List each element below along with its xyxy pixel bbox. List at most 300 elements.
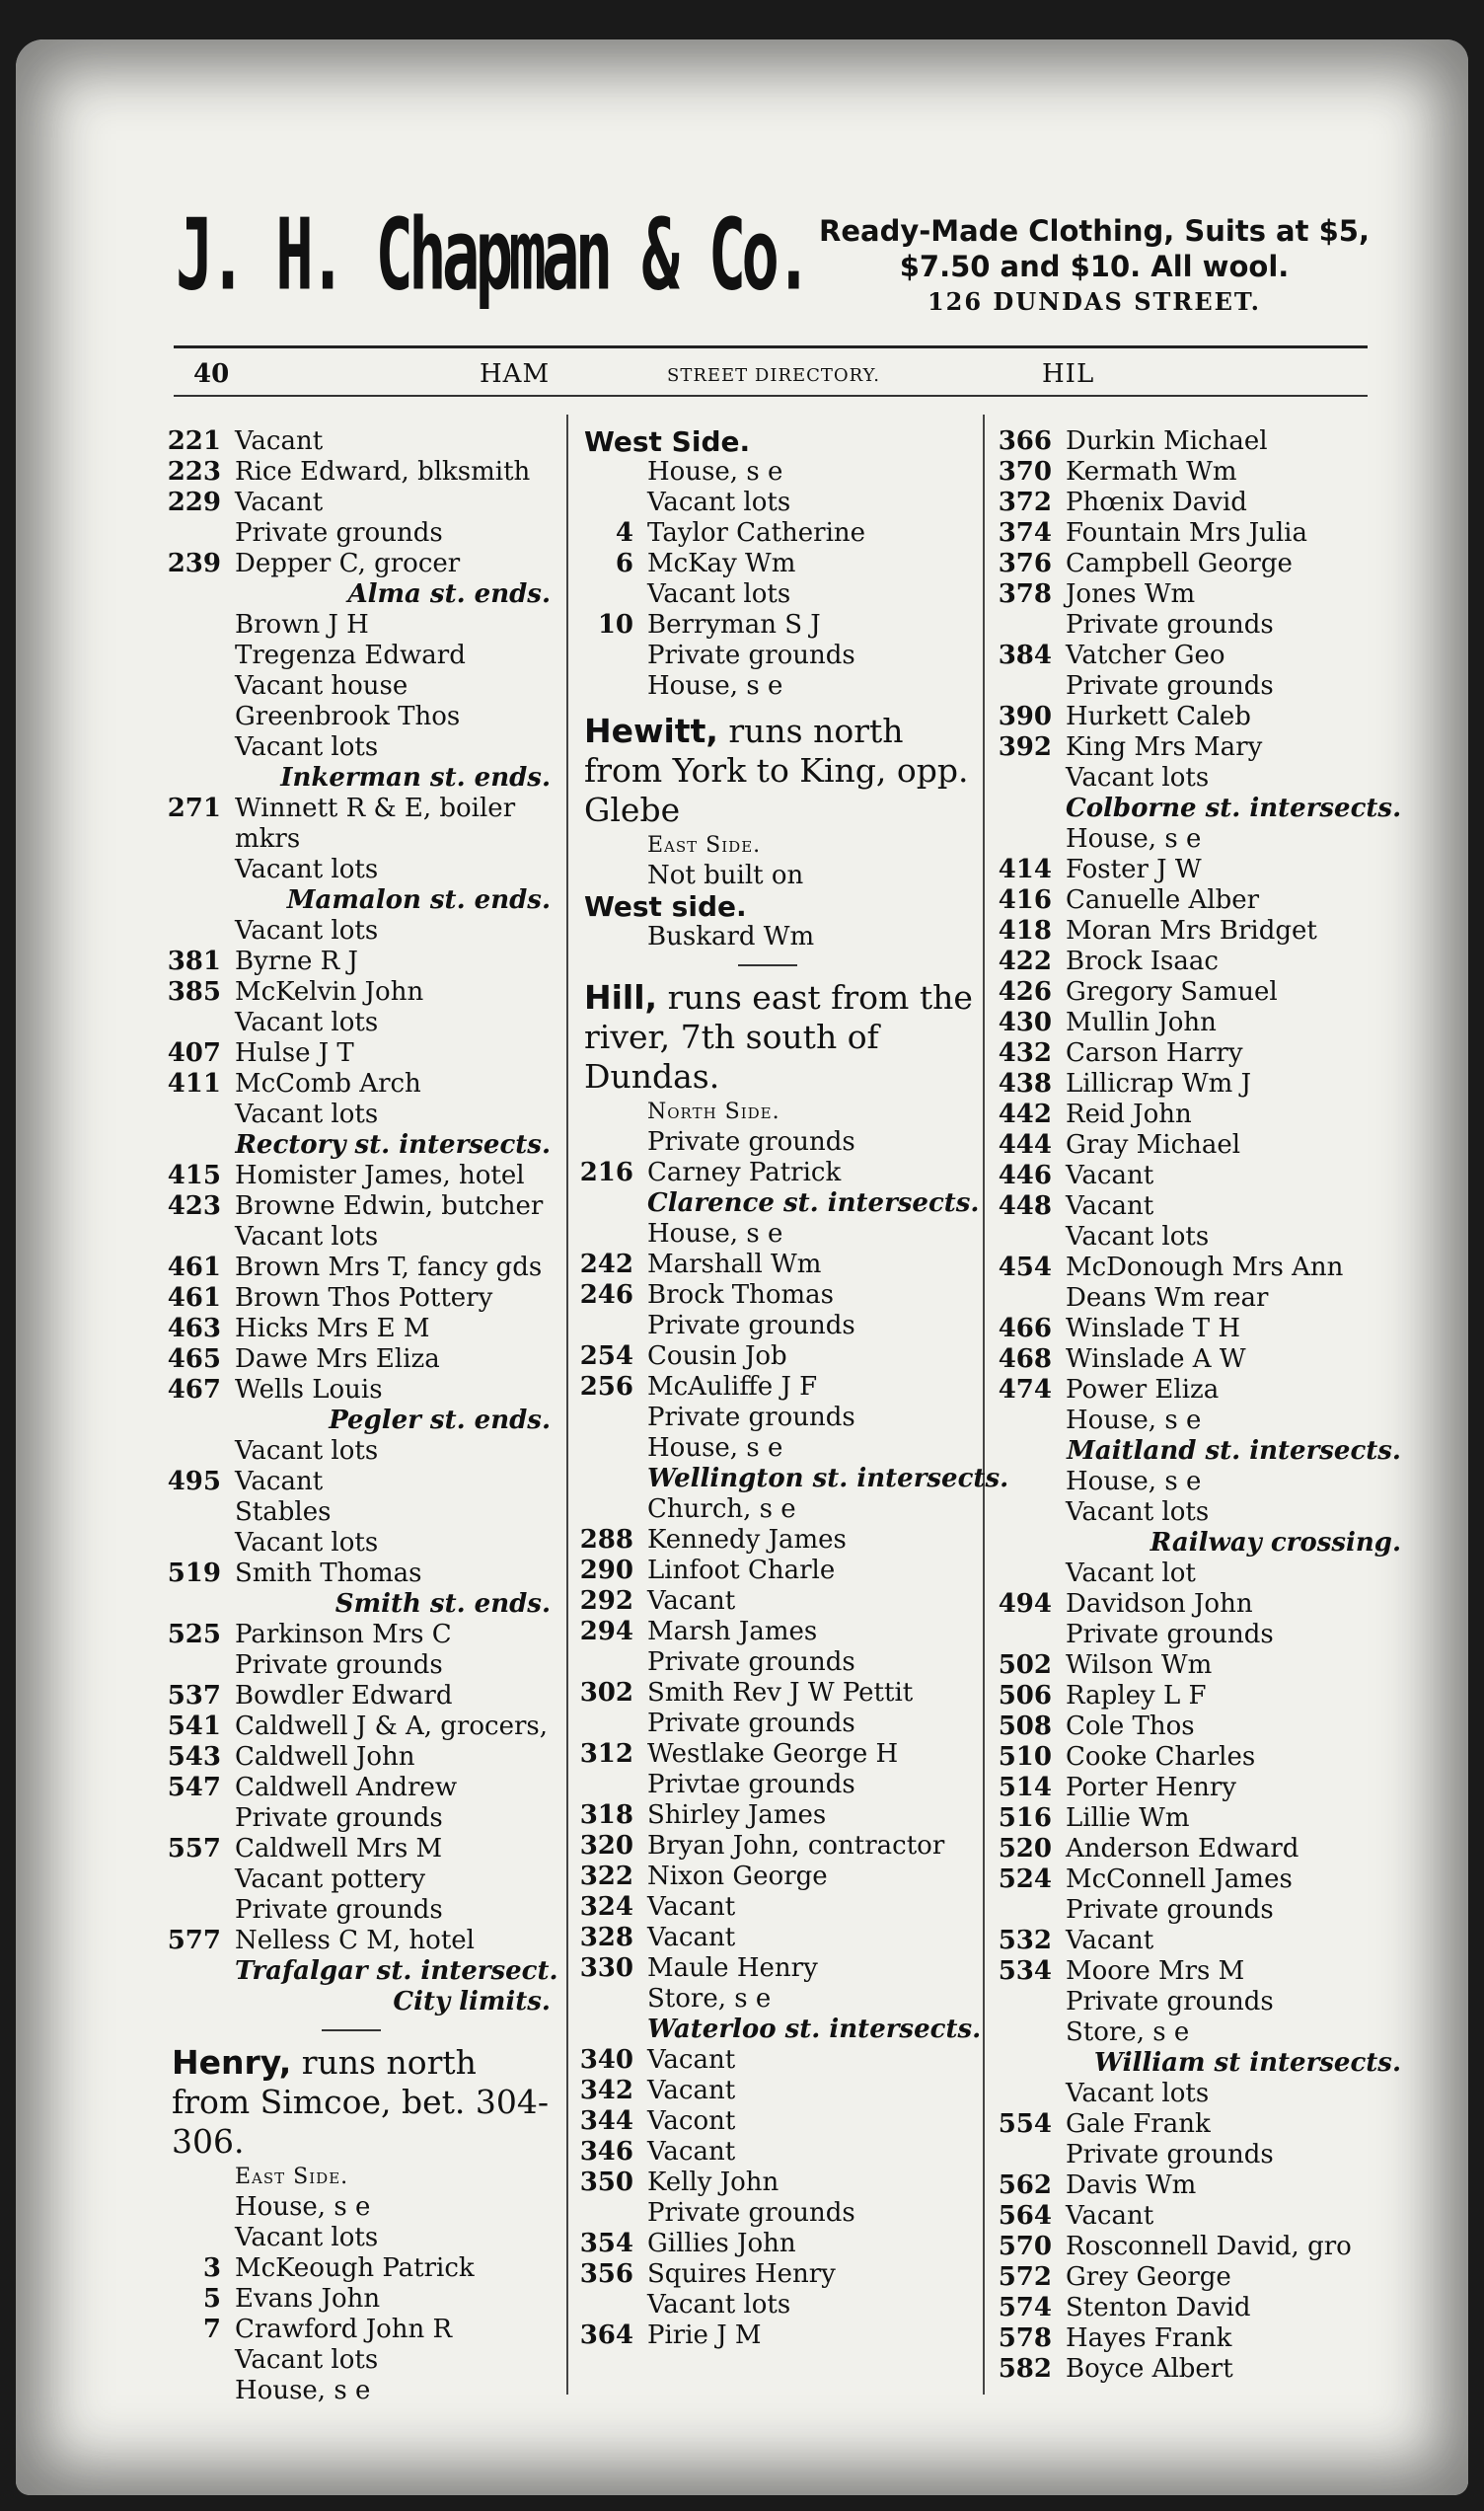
directory-entry (995, 610, 1409, 641)
directory-page (16, 39, 1468, 2495)
directory-entry (995, 457, 1409, 488)
cross-street-note: Waterloo st. intersects. (647, 2015, 982, 2044)
entry-name: McKeough Patrick (235, 2253, 475, 2283)
column-divider (983, 415, 985, 2395)
entry-name: Vacant (647, 2137, 736, 2167)
house-number: 364 (579, 2321, 633, 2350)
entry-name: Buskard Wm (647, 922, 815, 951)
entry-name: Jones Wm (1066, 579, 1196, 609)
entry-name: Nelless C M, hotel (235, 1926, 475, 1955)
house-number: 7 (202, 2315, 221, 2344)
entry-name: Anderson Edward (1066, 1834, 1299, 1864)
directory-entry (164, 1253, 558, 1283)
directory-entry (164, 1834, 558, 1864)
running-head-rule (174, 395, 1368, 397)
house-number: 322 (579, 1862, 633, 1891)
side-heading: East Side. (647, 833, 762, 858)
directory-entry (164, 1467, 558, 1497)
directory-entry (576, 1678, 981, 1709)
directory-entry (164, 1895, 558, 1926)
directory-entry (576, 457, 981, 488)
house-number: 288 (579, 1525, 633, 1555)
directory-entry (995, 947, 1409, 977)
directory-entry (576, 2259, 981, 2290)
house-number: 463 (167, 1314, 221, 1343)
entry-name: Carson Harry (1066, 1038, 1243, 1068)
directory-entry (164, 1191, 558, 1222)
ad-address: 126 DUNDAS STREET. (927, 287, 1262, 316)
cross-street-note: Alma st. ends. (347, 579, 551, 609)
directory-entry (576, 1556, 981, 1586)
house-number: 534 (998, 1956, 1052, 1986)
directory-entry (164, 1559, 558, 1589)
house-number: 320 (579, 1831, 633, 1861)
entry-name: Carney Patrick (647, 1158, 842, 1187)
entry-name: Westlake George H (647, 1739, 899, 1769)
directory-entry (164, 1650, 558, 1681)
directory-entry (576, 1770, 981, 1800)
column-1 (164, 426, 558, 2406)
cross-street-note: Pegler st. ends. (329, 1406, 551, 1435)
entry-name: Brown Mrs T, fancy gds (235, 1253, 543, 1282)
directory-entry (995, 1253, 1409, 1283)
entry-name: Vacant (647, 2045, 736, 2075)
entry-name: Vacant (235, 1467, 324, 1496)
entry-name: Deans Wm rear (1066, 1283, 1269, 1313)
cross-street-note: Colborne st. intersects. (1066, 794, 1402, 823)
entry-name: House, s e (235, 2376, 371, 2405)
directory-entry (164, 1314, 558, 1344)
directory-entry (576, 1280, 981, 1311)
entry-name: Canuelle Alber (1066, 885, 1260, 915)
entry-name: Brock Thomas (647, 1280, 835, 1310)
column-2 (576, 425, 1009, 2351)
directory-entry (995, 426, 1409, 457)
directory-entry (164, 2376, 558, 2406)
directory-entry (995, 824, 1409, 855)
entry-name: Caldwell J & A, grocers, (235, 1712, 549, 1741)
cross-street-note: Rectory st. intersects. (235, 1130, 551, 1160)
house-number: 384 (998, 641, 1052, 670)
entry-name: Hicks Mrs E M (235, 1314, 430, 1343)
directory-entry (164, 1161, 558, 1191)
entry-name: Church, s e (647, 1494, 796, 1524)
entry-name: Kelly John (647, 2168, 779, 2197)
directory-entry (995, 2354, 1409, 2385)
entry-name: Gregory Samuel (1066, 977, 1278, 1007)
entry-name: Cousin Job (647, 1341, 787, 1371)
directory-entry (164, 2345, 558, 2376)
cross-street-note: Inkerman st. ends. (280, 763, 551, 793)
directory-entry (995, 1773, 1409, 1803)
entry-name: Vacant (1066, 1191, 1154, 1221)
entry-name: House, s e (235, 2192, 371, 2222)
directory-entry (164, 1283, 558, 1314)
directory-entry (576, 1403, 981, 1433)
house-number: 294 (579, 1617, 633, 1646)
house-number: 390 (998, 702, 1052, 731)
cross-street-note: City limits. (393, 1987, 551, 2016)
entry-name: Power Eliza (1066, 1375, 1220, 1405)
entry-name: Brown Thos Pottery (235, 1283, 493, 1313)
entry-name: Smith Thomas (235, 1559, 422, 1588)
directory-entry (164, 1864, 558, 1895)
entry-name: Parkinson Mrs C (235, 1620, 452, 1649)
directory-entry (995, 1375, 1409, 1406)
entry-name: Cooke Charles (1066, 1742, 1256, 1772)
directory-entry (164, 1008, 558, 1038)
entry-name: Boyce Albert (1066, 2354, 1233, 2384)
directory-entry (995, 2017, 1409, 2048)
street-name: Hill, (584, 978, 658, 1017)
directory-entry (164, 2192, 558, 2223)
house-number: 557 (167, 1834, 221, 1864)
directory-entry (164, 1038, 558, 1069)
house-number: 524 (998, 1864, 1052, 1894)
entry-name: House, s e (1066, 824, 1202, 854)
cross-street-note: Smith st. ends. (334, 1589, 551, 1619)
house-number: 541 (167, 1712, 221, 1741)
directory-entry (995, 763, 1409, 794)
house-number: 444 (998, 1130, 1052, 1160)
directory-entry (995, 1344, 1409, 1375)
cross-street-note: Wellington st. intersects. (647, 1464, 1009, 1493)
directory-entry (164, 671, 558, 702)
entry-name: Rapley L F (1066, 1681, 1207, 1711)
entry-name: Winslade A W (1066, 1344, 1246, 1374)
entry-name: Hayes Frank (1066, 2323, 1232, 2353)
entry-name: Tregenza Edward (235, 641, 466, 670)
clothing-ad (803, 213, 1385, 320)
house-number: 423 (167, 1191, 221, 1221)
directory-entry (576, 1831, 981, 1862)
entry-name: Vacant (1066, 1926, 1154, 1955)
house-number: 229 (167, 488, 221, 517)
spacer (576, 702, 981, 712)
house-number: 572 (998, 2262, 1052, 2292)
entry-name: Shirley James (647, 1800, 827, 1830)
house-number: 385 (167, 977, 221, 1007)
directory-entry (995, 2201, 1409, 2232)
directory-entry (995, 1956, 1409, 1987)
entry-name: McKelvin John (235, 977, 424, 1007)
house-number: 318 (579, 1800, 633, 1830)
house-number: 381 (167, 947, 221, 976)
directory-entry (995, 2109, 1409, 2140)
entry-name: Campbell George (1066, 549, 1293, 578)
house-number: 520 (998, 1834, 1052, 1864)
directory-entry (995, 488, 1409, 518)
house-number: 411 (167, 1069, 221, 1099)
house-number: 216 (579, 1158, 633, 1187)
house-number: 426 (998, 977, 1052, 1007)
advertisement-header (164, 178, 1387, 336)
entry-name: Vacant lots (647, 488, 791, 517)
house-number: 446 (998, 1161, 1052, 1190)
range-end: HIL (1042, 359, 1095, 389)
entry-name: Lillicrap Wm J (1066, 1069, 1251, 1099)
entry-name: Brown J H (235, 610, 369, 640)
directory-entry (164, 732, 558, 763)
directory-entry (164, 1069, 558, 1100)
house-number: 438 (998, 1069, 1052, 1099)
directory-entry (576, 2076, 981, 2106)
house-number: 415 (167, 1161, 221, 1190)
entry-name: Marsh James (647, 1617, 818, 1646)
house-number: 292 (579, 1586, 633, 1616)
chapman-logo: J. H. Chapman & Co. (176, 197, 808, 313)
house-number: 256 (579, 1372, 633, 1402)
entry-name: Vacant lots (647, 579, 791, 609)
column-3 (995, 426, 1409, 2385)
entry-name: Cole Thos (1066, 1712, 1195, 1741)
house-number: 547 (167, 1773, 221, 1802)
directory-entry (576, 2168, 981, 2198)
directory-entry (576, 671, 981, 702)
entry-name: Private grounds (235, 1803, 443, 1833)
entry-name: Vacant lot (1066, 1559, 1196, 1588)
directory-entry (576, 922, 981, 952)
directory-entry (995, 977, 1409, 1008)
directory-entry (576, 1341, 981, 1372)
entry-name: Vacant lots (1066, 2079, 1210, 2108)
entry-name: Vacant (235, 426, 324, 456)
house-number: 223 (167, 457, 221, 487)
entry-name: Store, s e (647, 1984, 772, 2014)
entry-name: Caldwell Mrs M (235, 1834, 443, 1864)
directory-entry (164, 947, 558, 977)
cross-street-note: Maitland st. intersects. (1067, 1436, 1401, 1466)
directory-entry (995, 1130, 1409, 1161)
entry-name: King Mrs Mary (1066, 732, 1263, 762)
entry-name: Davis Wm (1066, 2170, 1197, 2200)
street-name: Henry, (172, 2043, 292, 2082)
entry-name: mkrs (235, 824, 301, 854)
entry-name: Privtae grounds (647, 1770, 855, 1799)
directory-entry (164, 2223, 558, 2253)
house-number: 5 (202, 2284, 221, 2314)
entry-name: Private grounds (1066, 1987, 1274, 2016)
directory-entry (995, 1191, 1409, 1222)
entry-name: Vacant lots (1066, 1497, 1210, 1527)
entry-name: Winslade T H (1066, 1314, 1241, 1343)
range-start: HAM (480, 359, 551, 389)
directory-entry (995, 2262, 1409, 2293)
entry-name: Fountain Mrs Julia (1066, 518, 1307, 548)
entry-name: Stables (235, 1497, 332, 1527)
directory-entry (995, 2140, 1409, 2170)
directory-entry (576, 610, 981, 641)
entry-name: Private grounds (1066, 671, 1274, 701)
house-number: 302 (579, 1678, 633, 1708)
house-number: 344 (579, 2106, 633, 2136)
house-number: 354 (579, 2229, 633, 2258)
house-number: 3 (202, 2253, 221, 2283)
house-number: 422 (998, 947, 1052, 976)
directory-entry (164, 1926, 558, 1956)
house-number: 578 (998, 2323, 1052, 2353)
side-heading-bold: West side. (584, 890, 747, 923)
header-rule (174, 345, 1368, 348)
directory-entry (576, 1984, 981, 2015)
entry-name: Nixon George (647, 1862, 828, 1891)
directory-entry (995, 1038, 1409, 1069)
directory-entry (995, 2293, 1409, 2323)
page-number: 40 (193, 359, 230, 389)
entry-name: Gray Michael (1066, 1130, 1241, 1160)
directory-entry (995, 855, 1409, 885)
entry-name: House, s e (647, 671, 783, 701)
entry-name: Vacant lots (235, 1528, 379, 1558)
house-number: 407 (167, 1038, 221, 1068)
column-divider (566, 415, 568, 2395)
house-number: 564 (998, 2201, 1052, 2231)
directory-entry (164, 426, 558, 457)
directory-entry (995, 1161, 1409, 1191)
entry-name: Brock Isaac (1066, 947, 1219, 976)
house-number: 494 (998, 1589, 1052, 1619)
directory-entry (995, 1069, 1409, 1100)
house-number: 350 (579, 2168, 633, 2197)
house-number: 448 (998, 1191, 1052, 1221)
ad-line-2: $7.50 and $10. All wool. (899, 250, 1290, 283)
directory-entry (995, 1559, 1409, 1589)
house-number: 516 (998, 1803, 1052, 1833)
street-description: runs north from York to King, opp. Glebe (584, 712, 969, 829)
directory-entry (164, 1620, 558, 1650)
directory-entry (995, 1712, 1409, 1742)
entry-name: Vacant pottery (235, 1864, 426, 1894)
entry-name: Private grounds (647, 2198, 855, 2228)
directory-entry (995, 1681, 1409, 1712)
directory-entry (995, 1987, 1409, 2017)
directory-entry (995, 1497, 1409, 1528)
house-number: 574 (998, 2293, 1052, 2322)
entry-name: Wilson Wm (1066, 1650, 1213, 1680)
entry-name: Private grounds (647, 1647, 855, 1677)
entry-name: Private grounds (235, 1895, 443, 1925)
entry-name: Vacant (647, 1923, 736, 1952)
house-number: 562 (998, 2170, 1052, 2200)
house-number: 346 (579, 2137, 633, 2167)
directory-entry (995, 671, 1409, 702)
house-number: 582 (998, 2354, 1052, 2384)
entry-name: Moran Mrs Bridget (1066, 916, 1317, 946)
directory-entry (576, 488, 981, 518)
entry-name: Linfoot Charle (647, 1556, 836, 1585)
directory-entry (995, 2232, 1409, 2262)
cross-street-note: Mamalon st. ends. (286, 885, 551, 915)
house-number: 330 (579, 1953, 633, 1983)
cross-street-note: William st intersects. (1093, 2048, 1401, 2078)
directory-entry (164, 2315, 558, 2345)
house-number: 10 (597, 610, 633, 640)
entry-name: Vacont (647, 2106, 736, 2136)
directory-entry (164, 488, 558, 518)
side-heading: East Side. (235, 2165, 349, 2189)
directory-entry (995, 1283, 1409, 1314)
entry-name: Vacant lots (235, 2345, 379, 2375)
entry-name: Berryman S J (647, 610, 821, 640)
house-number: 532 (998, 1926, 1052, 1955)
house-number: 376 (998, 549, 1052, 578)
cross-street-note: Clarence st. intersects. (647, 1188, 980, 1218)
entry-name: McKay Wm (647, 549, 796, 578)
directory-entry (995, 2323, 1409, 2354)
entry-name: McComb Arch (235, 1069, 421, 1099)
directory-entry (164, 1773, 558, 1803)
entry-name: House, s e (1066, 1406, 1202, 1435)
street-heading (576, 978, 981, 1097)
house-number: 465 (167, 1344, 221, 1374)
house-number: 467 (167, 1375, 221, 1405)
directory-entry (576, 2290, 981, 2321)
house-number: 554 (998, 2109, 1052, 2139)
house-number: 372 (998, 488, 1052, 517)
directory-entry (995, 916, 1409, 947)
entry-name: Taylor Catherine (647, 518, 866, 548)
directory-entry (576, 1923, 981, 1953)
entry-name: House, s e (647, 1219, 783, 1249)
entry-name: Vacant lots (1066, 1222, 1210, 1252)
entry-name: Durkin Michael (1066, 426, 1268, 456)
entry-name: Foster J W (1066, 855, 1202, 884)
directory-entry (576, 2045, 981, 2076)
entry-name: Private grounds (1066, 2140, 1274, 2169)
directory-title: STREET DIRECTORY. (667, 365, 880, 386)
directory-entry (576, 1250, 981, 1280)
directory-entry (576, 1617, 981, 1647)
house-number: 221 (167, 426, 221, 456)
side-heading: North Side. (647, 1100, 780, 1124)
entry-name: Vacant lots (1066, 763, 1210, 793)
directory-entry (164, 518, 558, 549)
directory-entry (576, 549, 981, 579)
house-number: 454 (998, 1253, 1052, 1282)
house-number: 543 (167, 1742, 221, 1772)
house-number: 239 (167, 549, 221, 578)
directory-entry (164, 549, 558, 579)
house-number: 525 (167, 1620, 221, 1649)
directory-entry (576, 518, 981, 549)
house-number: 271 (167, 794, 221, 823)
directory-entry (995, 549, 1409, 579)
entry-name: Maule Henry (647, 1953, 818, 1983)
entry-name: Hurkett Caleb (1066, 702, 1251, 731)
section-divider (164, 2017, 558, 2043)
street-description: runs north from Simcoe, bet. 304-306. (172, 2043, 549, 2161)
entry-name: Private grounds (647, 1709, 855, 1738)
entry-name: Vacant lots (235, 916, 379, 946)
house-number: 537 (167, 1681, 221, 1711)
directory-entry (164, 1497, 558, 1528)
entry-name: Vacant lots (235, 732, 379, 762)
house-number: 392 (998, 732, 1052, 762)
directory-entry (164, 641, 558, 671)
house-number: 502 (998, 1650, 1052, 1680)
house-number: 324 (579, 1892, 633, 1922)
entry-name: Vacant lots (235, 1436, 379, 1466)
house-number: 570 (998, 2232, 1052, 2261)
entry-name: Not built on (647, 861, 804, 890)
entry-name: Caldwell Andrew (235, 1773, 458, 1802)
directory-entry (995, 641, 1409, 671)
entry-name: Vacant lots (235, 2223, 379, 2252)
directory-entry (995, 702, 1409, 732)
directory-entry (164, 1100, 558, 1130)
house-number: 378 (998, 579, 1052, 609)
entry-name: McAuliffe J F (647, 1372, 818, 1402)
